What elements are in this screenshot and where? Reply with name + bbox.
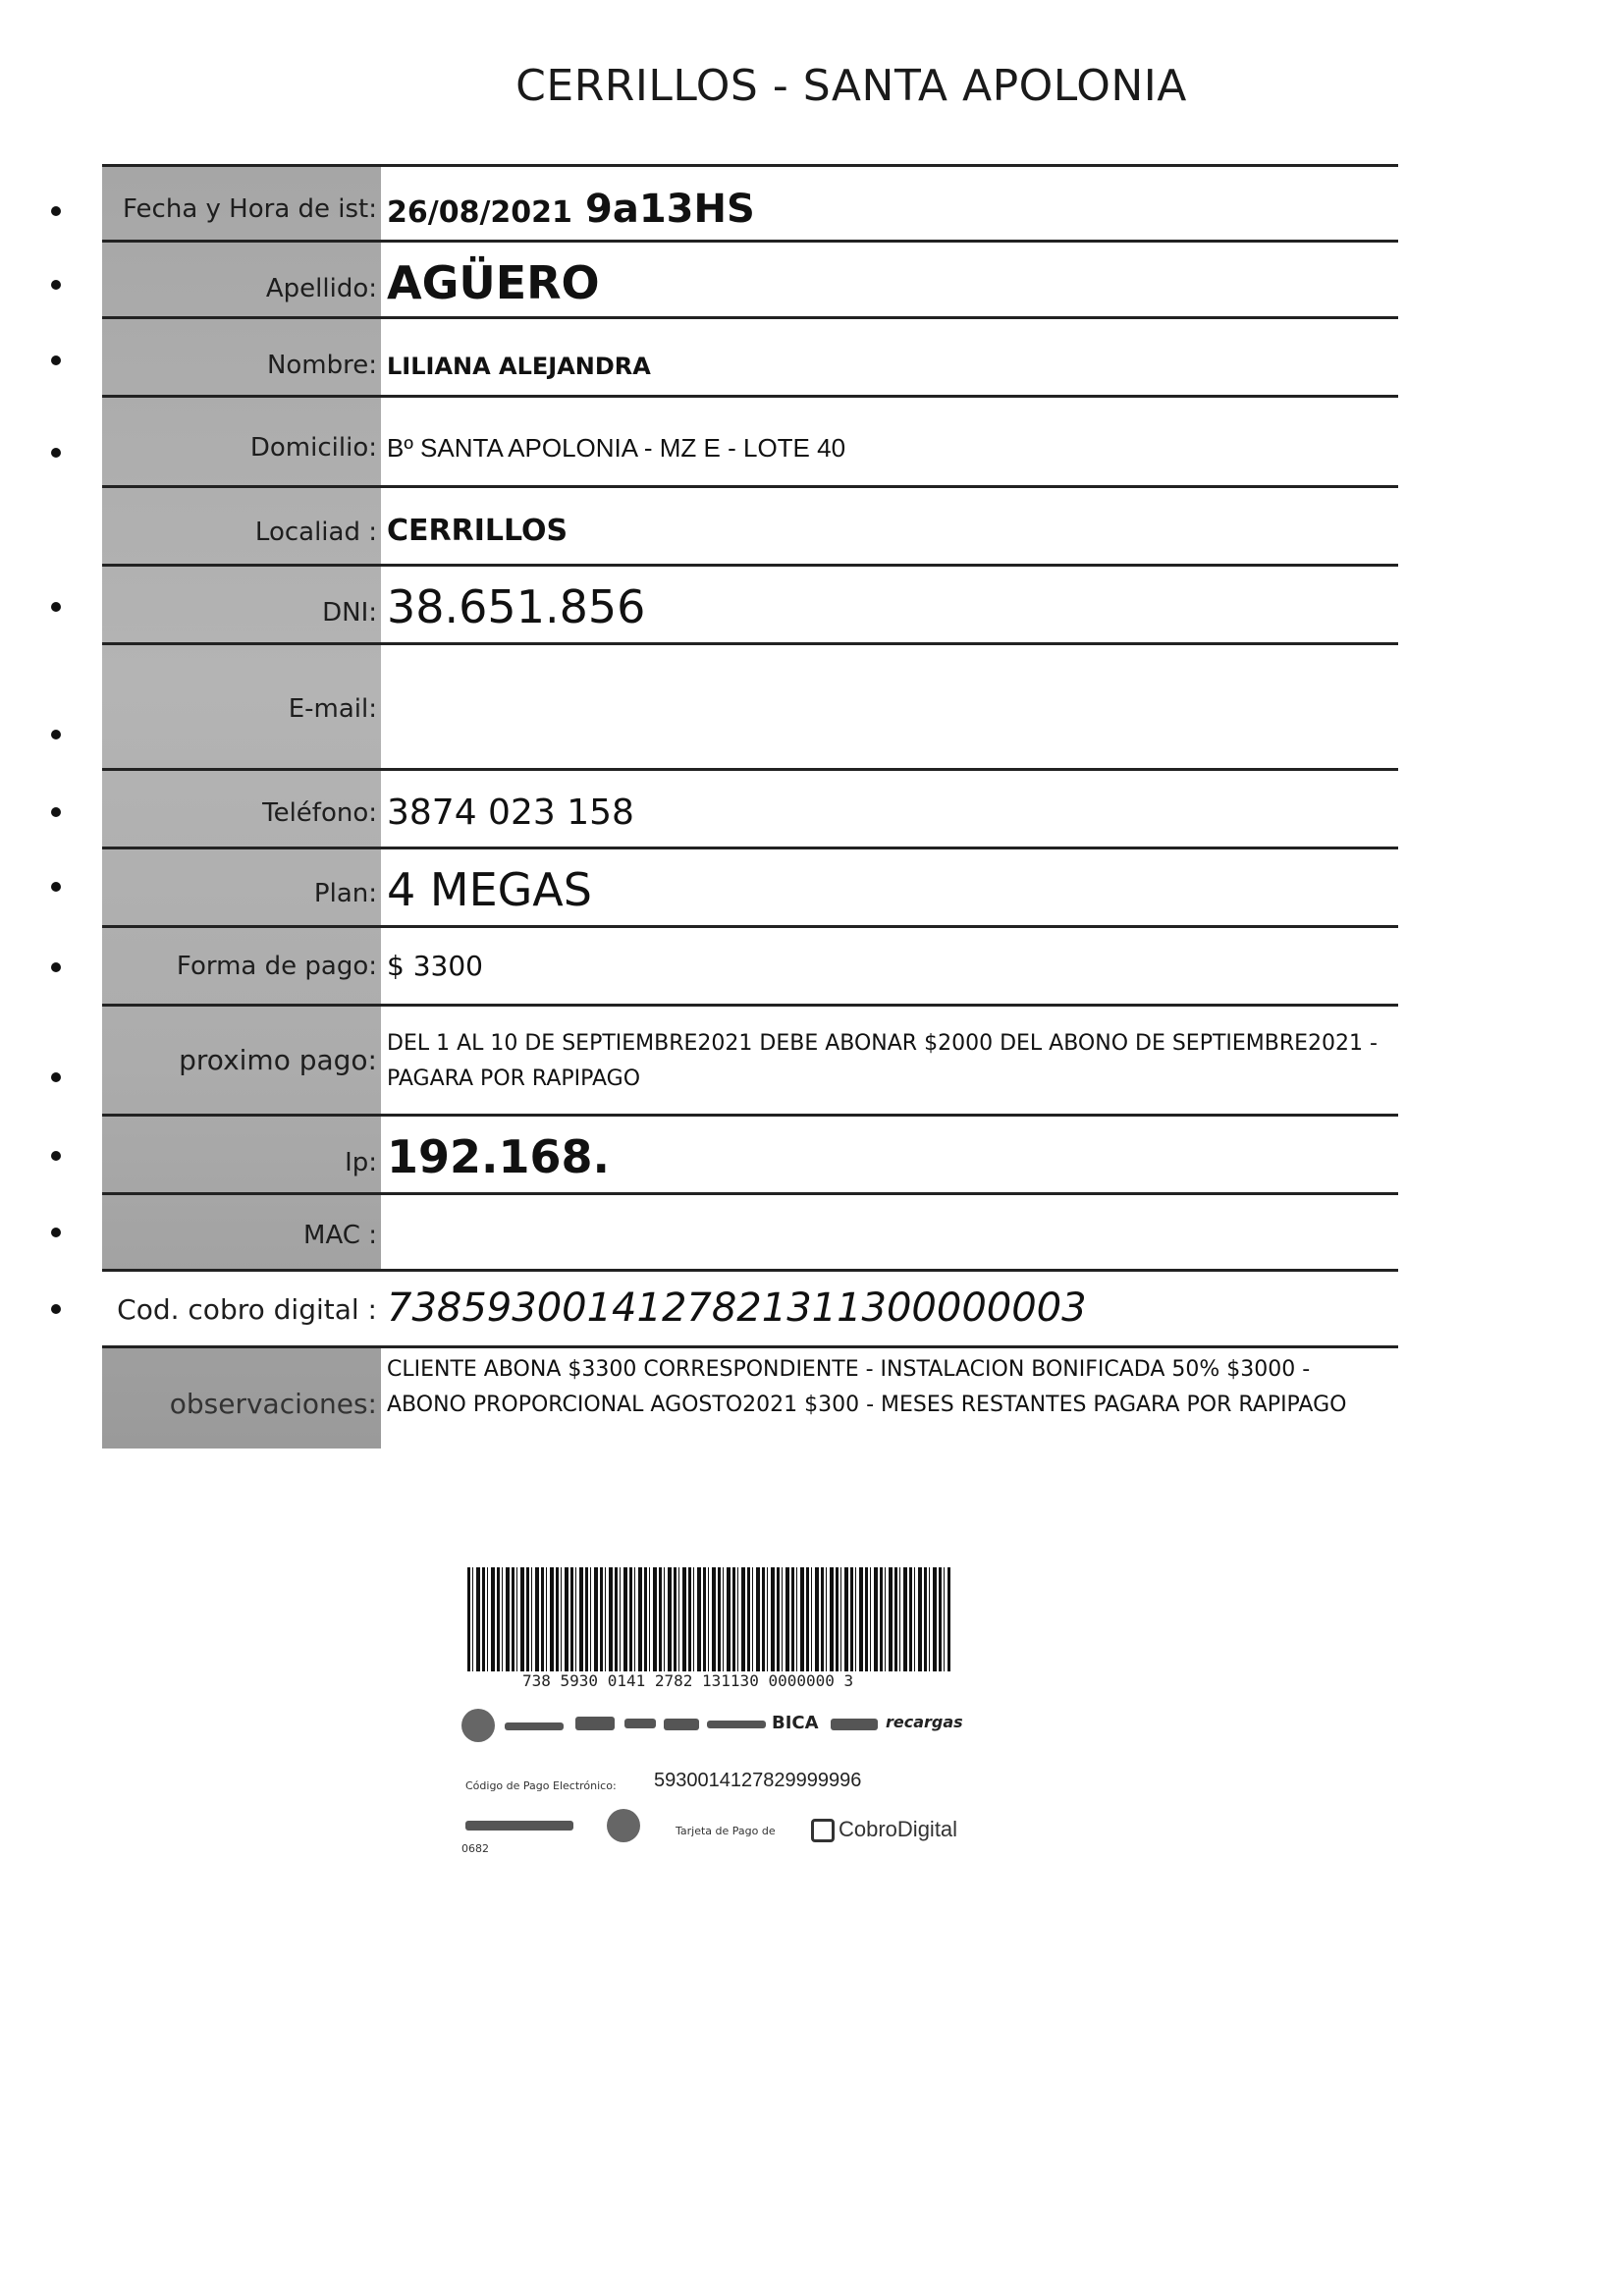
value-localidad: CERRILLOS xyxy=(387,514,568,548)
recargas-logo: recargas xyxy=(886,1713,963,1731)
label-domicilio: Domicilio: xyxy=(249,433,377,463)
label-apellido: Apellido: xyxy=(265,274,377,303)
payment-network-logo xyxy=(707,1721,766,1728)
link-logo xyxy=(607,1809,640,1842)
row-cod-cobro xyxy=(102,1269,1398,1348)
payment-network-logo xyxy=(624,1719,656,1728)
bullet xyxy=(51,448,61,458)
row-dni xyxy=(102,564,1398,645)
bullet xyxy=(51,962,61,972)
bullet xyxy=(51,280,61,290)
value-cod-cobro: 7385930014127821311300000003 xyxy=(387,1285,1087,1331)
row-localidad xyxy=(102,485,1398,567)
value-observaciones-line1: CLIENTE ABONA $3300 CORRESPONDIENTE - INSTALACION BONIFICADA 50% $3000 - xyxy=(387,1357,1311,1382)
row-fecha xyxy=(102,164,1398,243)
row-email xyxy=(102,642,1398,771)
payment-network-logo xyxy=(575,1717,615,1730)
value-observaciones xyxy=(387,1352,1398,1423)
label-dni: DNI: xyxy=(322,598,377,628)
value-observaciones-line2: ABONO PROPORCIONAL AGOSTO2021 $300 - MESES RESTANTES PAGARA POR RAPIPAGO xyxy=(387,1393,1347,1417)
value-fecha-time: 9a13HS xyxy=(585,187,755,232)
label-cod-cobro: Cod. cobro digital : xyxy=(102,1293,377,1326)
coupon-small-code: 0682 xyxy=(461,1842,489,1855)
payment-network-logo xyxy=(664,1719,699,1730)
value-forma-pago: $ 3300 xyxy=(387,950,483,982)
page-title: CERRILLOS - SANTA APOLONIA xyxy=(515,61,1187,111)
barcode-number: 738 5930 0141 2782 131130 0000000 3 xyxy=(522,1671,854,1690)
label-telefono: Teléfono: xyxy=(262,798,377,828)
row-apellido xyxy=(102,240,1398,319)
label-email: E-mail: xyxy=(288,694,377,724)
label-nombre: Nombre: xyxy=(266,351,377,380)
row-proximo-pago xyxy=(102,1004,1398,1117)
row-telefono xyxy=(102,768,1398,849)
payment-network-logo xyxy=(505,1722,564,1730)
cpe-value: 5930014127829999996 xyxy=(654,1770,862,1791)
payment-coupon xyxy=(440,1563,984,1880)
row-nombre xyxy=(102,316,1398,398)
value-fecha-date: 26/08/2021 xyxy=(387,195,572,230)
value-dni: 38.651.856 xyxy=(387,580,646,633)
cobrodigital-logo xyxy=(811,1817,957,1842)
pagomiscuentas-logo xyxy=(465,1821,573,1831)
value-domicilio: Bº SANTA APOLONIA - MZ E - LOTE 40 xyxy=(387,433,846,463)
cpe-label: Código de Pago Electrónico: xyxy=(465,1779,617,1792)
bullet xyxy=(51,355,61,365)
cobrodigital-brand: CobroDigital xyxy=(839,1817,958,1841)
label-localidad: Localiad : xyxy=(254,518,377,547)
bullet xyxy=(51,1151,61,1161)
value-plan: 4 MEGAS xyxy=(387,863,592,916)
label-fecha: Fecha y Hora de ist: xyxy=(123,194,377,224)
payment-logos xyxy=(461,1709,982,1748)
bullet xyxy=(51,1304,61,1314)
value-proximo-pago-line2: PAGARA POR RAPIPAGO xyxy=(387,1066,641,1091)
label-plan: Plan: xyxy=(313,879,377,908)
bullet xyxy=(51,807,61,817)
value-proximo-pago xyxy=(387,1026,1398,1097)
label-ip: Ip: xyxy=(345,1148,377,1177)
label-observaciones: observaciones: xyxy=(169,1388,377,1420)
bullet xyxy=(51,602,61,612)
cobrodigital-icon xyxy=(811,1819,835,1842)
label-forma-pago: Forma de pago: xyxy=(176,952,377,981)
payment-network-logo xyxy=(461,1709,495,1742)
pagofacil-logo xyxy=(831,1719,878,1730)
value-proximo-pago-line1: DEL 1 AL 10 DE SEPTIEMBRE2021 DEBE ABONAR $2000 DEL ABONO DE SEPTIEMBRE2021 - xyxy=(387,1031,1378,1056)
value-nombre: LILIANA ALEJANDRA xyxy=(387,353,651,380)
value-telefono: 3874 023 158 xyxy=(387,793,634,833)
label-proximo-pago: proximo pago: xyxy=(179,1044,377,1076)
row-forma-pago xyxy=(102,925,1398,1007)
bullet xyxy=(51,1072,61,1082)
barcode xyxy=(467,1567,950,1671)
row-observaciones xyxy=(102,1345,1398,1452)
bullet xyxy=(51,882,61,892)
row-mac xyxy=(102,1192,1398,1272)
tarjeta-label: Tarjeta de Pago de xyxy=(676,1825,776,1837)
bica-logo: BICA xyxy=(772,1713,819,1733)
value-ip: 192.168. xyxy=(387,1130,610,1183)
label-mac: MAC : xyxy=(303,1221,377,1250)
bullet xyxy=(51,1228,61,1237)
row-ip xyxy=(102,1114,1398,1195)
bullet xyxy=(51,206,61,216)
row-domicilio xyxy=(102,395,1398,488)
row-plan xyxy=(102,847,1398,928)
bullet xyxy=(51,730,61,739)
value-apellido: AGÜERO xyxy=(387,256,600,309)
value-fecha xyxy=(387,187,1398,232)
